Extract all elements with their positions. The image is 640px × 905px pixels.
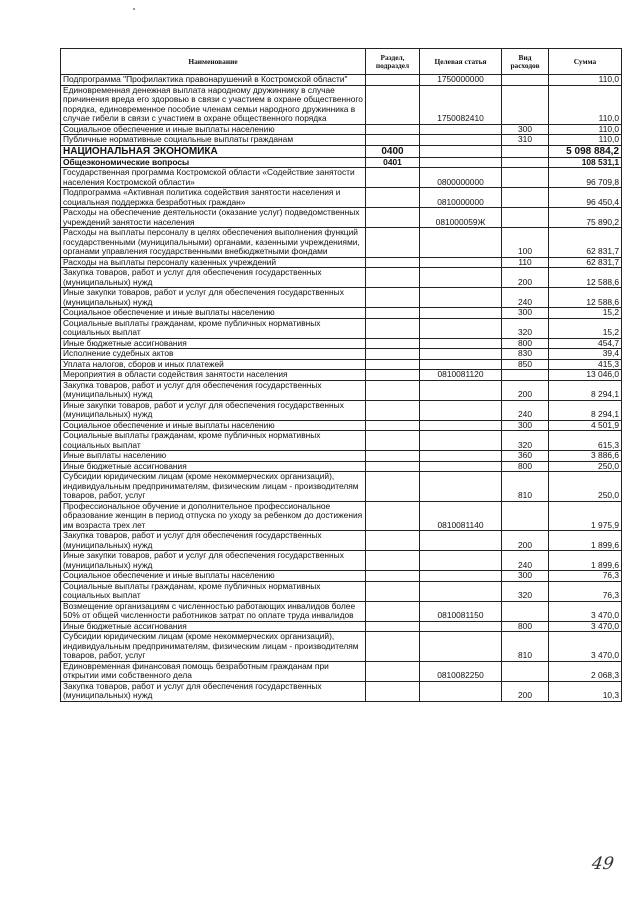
row-target <box>420 338 502 349</box>
row-sum: 10,3 <box>549 681 622 701</box>
row-name: Единовременная финансовая помощь безработным гражданам при открытии ими собственного дела <box>61 661 366 681</box>
row-target: 0810081150 <box>420 601 502 621</box>
row-name: Иные бюджетные ассигнования <box>61 338 366 349</box>
row-kind <box>502 157 549 168</box>
table-row <box>61 581 622 601</box>
row-section <box>366 431 420 451</box>
table-row <box>61 308 622 319</box>
row-section <box>366 349 420 360</box>
row-target <box>420 359 502 370</box>
row-target <box>420 228 502 258</box>
table-row <box>61 268 622 288</box>
row-name: Уплата налогов, сборов и иных платежей <box>61 359 366 370</box>
row-section <box>366 571 420 582</box>
row-section <box>366 581 420 601</box>
row-section: 0400 <box>366 145 420 157</box>
table-row <box>61 318 622 338</box>
row-name: Иные выплаты населению <box>61 451 366 462</box>
row-section <box>366 621 420 632</box>
header-sum: Сумма <box>549 49 622 75</box>
row-sum: 15,2 <box>549 308 622 319</box>
budget-table <box>60 48 622 702</box>
row-section <box>366 228 420 258</box>
row-kind: 850 <box>502 359 549 370</box>
row-section <box>366 308 420 319</box>
row-section <box>366 359 420 370</box>
row-section <box>366 208 420 228</box>
table-row <box>61 370 622 381</box>
row-kind <box>502 661 549 681</box>
row-name: Социальное обеспечение и иные выплаты населению <box>61 308 366 319</box>
table-row <box>61 85 622 124</box>
row-target <box>420 531 502 551</box>
header-section: Раздел, подраздел <box>366 49 420 75</box>
row-name: Социальное обеспечение и иные выплаты населению <box>61 420 366 431</box>
table-row <box>61 461 622 472</box>
row-target <box>420 632 502 662</box>
table-row <box>61 431 622 451</box>
row-kind: 300 <box>502 571 549 582</box>
row-name: Закупка товаров, работ и услуг для обеспечения государственных (муниципальных) нужд <box>61 681 366 701</box>
table-row <box>61 551 622 571</box>
row-kind: 810 <box>502 472 549 502</box>
row-section <box>366 531 420 551</box>
table-row <box>61 135 622 146</box>
row-section <box>366 85 420 124</box>
row-sum: 454,7 <box>549 338 622 349</box>
table-row <box>61 228 622 258</box>
row-kind <box>502 75 549 86</box>
row-section <box>366 601 420 621</box>
row-sum: 250,0 <box>549 472 622 502</box>
header-kind: Вид расходов <box>502 49 549 75</box>
row-kind <box>502 370 549 381</box>
row-section <box>366 451 420 462</box>
row-target <box>420 257 502 268</box>
row-kind: 200 <box>502 380 549 400</box>
row-target <box>420 621 502 632</box>
row-sum: 4 501,9 <box>549 420 622 431</box>
table-row <box>61 188 622 208</box>
row-target <box>420 318 502 338</box>
table-row <box>61 124 622 135</box>
page-number: 49 <box>590 854 616 874</box>
row-sum: 110,0 <box>549 135 622 146</box>
row-section <box>366 318 420 338</box>
table-row <box>61 168 622 188</box>
row-name: Расходы на выплаты персоналу казенных учреждений <box>61 257 366 268</box>
row-target <box>420 157 502 168</box>
table-row <box>61 621 622 632</box>
row-kind: 200 <box>502 531 549 551</box>
row-sum: 110,0 <box>549 75 622 86</box>
row-name: Возмещение организациям с численностью работающих инвалидов более 50% от общей численности работников затрат по оплате труда инвалидов <box>61 601 366 621</box>
table-row <box>61 420 622 431</box>
row-target <box>420 451 502 462</box>
row-name: Публичные нормативные социальные выплаты гражданам <box>61 135 366 146</box>
table-row <box>61 145 622 157</box>
row-sum: 615,3 <box>549 431 622 451</box>
table-row <box>61 632 622 662</box>
table-row <box>61 661 622 681</box>
row-target <box>420 380 502 400</box>
row-sum: 3 470,0 <box>549 621 622 632</box>
row-kind: 310 <box>502 135 549 146</box>
row-target <box>420 551 502 571</box>
row-section <box>366 338 420 349</box>
row-sum: 76,3 <box>549 581 622 601</box>
row-section: 0401 <box>366 157 420 168</box>
row-sum: 3 470,0 <box>549 601 622 621</box>
row-target: 0800000000 <box>420 168 502 188</box>
table-row <box>61 257 622 268</box>
table-row <box>61 571 622 582</box>
row-name: Закупка товаров, работ и услуг для обеспечения государственных (муниципальных) нужд <box>61 268 366 288</box>
row-target <box>420 349 502 360</box>
row-kind: 300 <box>502 124 549 135</box>
row-kind: 320 <box>502 581 549 601</box>
row-name: Расходы на выплаты персоналу в целях обеспечения выполнения функций государственными (муниципальными) органами, казенными учреждениями, органами управления государственными внебюджетными фондами <box>61 228 366 258</box>
row-name: Социальное обеспечение и иные выплаты населению <box>61 124 366 135</box>
row-section <box>366 472 420 502</box>
row-name: Подпрограмма «Активная политика содействия занятости населения и социальная поддержка безработных граждан» <box>61 188 366 208</box>
row-kind: 200 <box>502 681 549 701</box>
row-target <box>420 400 502 420</box>
row-name: Иные бюджетные ассигнования <box>61 621 366 632</box>
row-target <box>420 268 502 288</box>
row-section <box>366 268 420 288</box>
row-kind: 320 <box>502 431 549 451</box>
row-target <box>420 431 502 451</box>
row-sum: 12 588,6 <box>549 268 622 288</box>
row-name: НАЦИОНАЛЬНАЯ ЭКОНОМИКА <box>61 145 366 157</box>
row-target <box>420 308 502 319</box>
row-target <box>420 145 502 157</box>
header-name: Наименование <box>61 49 366 75</box>
row-sum: 3 886,6 <box>549 451 622 462</box>
row-kind: 200 <box>502 268 549 288</box>
row-sum: 8 294,1 <box>549 400 622 420</box>
row-target <box>420 124 502 135</box>
row-sum: 1 899,6 <box>549 551 622 571</box>
row-name: Социальное обеспечение и иные выплаты населению <box>61 571 366 582</box>
row-section <box>366 461 420 472</box>
row-sum: 39,4 <box>549 349 622 360</box>
row-name: Иные закупки товаров, работ и услуг для обеспечения государственных (муниципальных) нужд <box>61 400 366 420</box>
table-row <box>61 75 622 86</box>
table-row <box>61 359 622 370</box>
row-name: Государственная программа Костромской области «Содействие занятости населения Костромской области» <box>61 168 366 188</box>
row-section <box>366 632 420 662</box>
table-row <box>61 451 622 462</box>
row-sum: 96 709,8 <box>549 168 622 188</box>
row-name: Субсидии юридическим лицам (кроме некоммерческих организаций), индивидуальным предпринимателям, физическим лицам - производителям товаров, работ, услуг <box>61 632 366 662</box>
row-name: Социальные выплаты гражданам, кроме публичных нормативных социальных выплат <box>61 581 366 601</box>
row-section <box>366 288 420 308</box>
row-kind: 830 <box>502 349 549 360</box>
row-target: 081000059Ж <box>420 208 502 228</box>
row-kind: 100 <box>502 228 549 258</box>
row-kind: 800 <box>502 461 549 472</box>
row-name: Исполнение судебных актов <box>61 349 366 360</box>
row-kind: 110 <box>502 257 549 268</box>
row-section <box>366 400 420 420</box>
row-kind <box>502 85 549 124</box>
row-name: Профессиональное обучение и дополнительное профессиональное образование женщин в период отпуска по уходу за ребенком до достижения им возраста трех лет <box>61 501 366 531</box>
row-kind: 800 <box>502 338 549 349</box>
table-row <box>61 349 622 360</box>
row-target <box>420 571 502 582</box>
row-sum: 15,2 <box>549 318 622 338</box>
row-kind: 240 <box>502 551 549 571</box>
row-name: Единовременная денежная выплата народному дружиннику в случае причинения вреда его здоровью в связи с участием в охране общественного порядка, единовременное пособие членам семьи народного дружинника в случае гибели в связи с участием в охране общественного порядка <box>61 85 366 124</box>
row-target <box>420 288 502 308</box>
row-kind: 360 <box>502 451 549 462</box>
row-section <box>366 661 420 681</box>
row-name: Иные бюджетные ассигнования <box>61 461 366 472</box>
row-target <box>420 681 502 701</box>
table-row <box>61 601 622 621</box>
row-kind: 240 <box>502 288 549 308</box>
row-target: 0810081120 <box>420 370 502 381</box>
row-target <box>420 581 502 601</box>
table-row <box>61 157 622 168</box>
row-sum: 8 294,1 <box>549 380 622 400</box>
table-row <box>61 501 622 531</box>
row-sum: 62 831,7 <box>549 228 622 258</box>
row-sum: 110,0 <box>549 124 622 135</box>
row-section <box>366 188 420 208</box>
row-sum: 3 470,0 <box>549 632 622 662</box>
scan-speck <box>133 8 135 10</box>
row-section <box>366 551 420 571</box>
row-sum: 13 046,0 <box>549 370 622 381</box>
row-target: 1750082410 <box>420 85 502 124</box>
row-kind <box>502 145 549 157</box>
row-kind: 300 <box>502 420 549 431</box>
row-kind <box>502 208 549 228</box>
row-section <box>366 681 420 701</box>
header-target: Целевая статья <box>420 49 502 75</box>
row-sum: 108 531,1 <box>549 157 622 168</box>
row-section <box>366 124 420 135</box>
row-sum: 12 588,6 <box>549 288 622 308</box>
row-sum: 1 899,6 <box>549 531 622 551</box>
table-row <box>61 472 622 502</box>
table-row <box>61 531 622 551</box>
row-kind <box>502 168 549 188</box>
row-kind <box>502 501 549 531</box>
row-section <box>366 168 420 188</box>
row-kind: 320 <box>502 318 549 338</box>
row-section <box>366 380 420 400</box>
row-sum: 2 068,3 <box>549 661 622 681</box>
row-target <box>420 472 502 502</box>
row-section <box>366 420 420 431</box>
row-kind <box>502 188 549 208</box>
row-name: Иные закупки товаров, работ и услуг для обеспечения государственных (муниципальных) нужд <box>61 288 366 308</box>
row-target <box>420 420 502 431</box>
table-body <box>61 75 622 702</box>
row-sum: 96 450,4 <box>549 188 622 208</box>
row-target: 1750000000 <box>420 75 502 86</box>
row-section <box>366 75 420 86</box>
table-row <box>61 338 622 349</box>
table-row <box>61 208 622 228</box>
row-kind: 300 <box>502 308 549 319</box>
row-section <box>366 501 420 531</box>
row-name: Мероприятия в области содействия занятости населения <box>61 370 366 381</box>
row-name: Субсидии юридическим лицам (кроме некоммерческих организаций), индивидуальным предпринимателям, физическим лицам - производителям товаров, работ, услуг <box>61 472 366 502</box>
row-section <box>366 257 420 268</box>
table-row <box>61 400 622 420</box>
row-name: Общеэкономические вопросы <box>61 157 366 168</box>
row-sum: 62 831,7 <box>549 257 622 268</box>
table-row <box>61 380 622 400</box>
row-kind: 810 <box>502 632 549 662</box>
table-row <box>61 681 622 701</box>
row-sum: 1 975,9 <box>549 501 622 531</box>
row-target: 0810081140 <box>420 501 502 531</box>
row-sum: 250,0 <box>549 461 622 472</box>
row-section <box>366 370 420 381</box>
row-name: Социальные выплаты гражданам, кроме публичных нормативных социальных выплат <box>61 318 366 338</box>
row-name: Закупка товаров, работ и услуг для обеспечения государственных (муниципальных) нужд <box>61 380 366 400</box>
row-sum: 75 890,2 <box>549 208 622 228</box>
table-row <box>61 288 622 308</box>
row-kind: 240 <box>502 400 549 420</box>
row-kind: 800 <box>502 621 549 632</box>
row-name: Расходы на обеспечение деятельности (оказание услуг) подведомственных учреждений занятости населения <box>61 208 366 228</box>
row-target: 0810082250 <box>420 661 502 681</box>
row-section <box>366 135 420 146</box>
row-name: Социальные выплаты гражданам, кроме публичных нормативных социальных выплат <box>61 431 366 451</box>
row-sum: 415,3 <box>549 359 622 370</box>
row-name: Иные закупки товаров, работ и услуг для обеспечения государственных (муниципальных) нужд <box>61 551 366 571</box>
row-target <box>420 461 502 472</box>
row-kind <box>502 601 549 621</box>
row-sum: 76,3 <box>549 571 622 582</box>
row-target: 0810000000 <box>420 188 502 208</box>
row-sum: 5 098 884,2 <box>549 145 622 157</box>
row-name: Подпрограмма "Профилактика правонарушений в Костромской области" <box>61 75 366 86</box>
row-target <box>420 135 502 146</box>
row-name: Закупка товаров, работ и услуг для обеспечения государственных (муниципальных) нужд <box>61 531 366 551</box>
table-header-row <box>61 49 622 75</box>
row-sum: 110,0 <box>549 85 622 124</box>
